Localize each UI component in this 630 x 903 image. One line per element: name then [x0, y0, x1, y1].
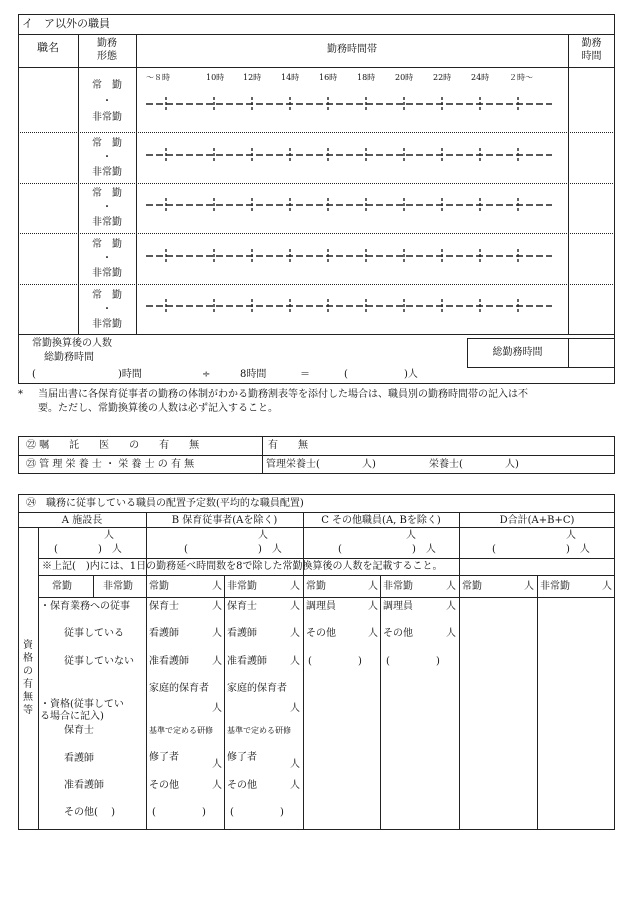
c-item: 調理員: [383, 601, 413, 612]
b-unit: 人: [212, 780, 222, 791]
a-item: ・資格(従事してい: [40, 699, 124, 710]
side-char: 等: [23, 705, 33, 716]
col-b-header: B 保育従事者(Aを除く): [171, 515, 278, 526]
b-item: 看護師: [149, 628, 179, 639]
c-paren-close: ): [358, 656, 362, 667]
side-char: 無: [23, 692, 33, 703]
work-type-parttime: 非常勤: [92, 268, 122, 279]
tick-label: ～８時: [146, 73, 170, 82]
a-item: ・保育業務への従事: [40, 601, 130, 612]
b-item: その他: [149, 780, 179, 791]
sub-nin: 人: [212, 581, 222, 592]
b-unit: 人: [290, 703, 300, 714]
a-item: 准看護師: [64, 780, 104, 791]
c-paren-open: (: [386, 656, 390, 667]
col-c-header: C その他職員(A, Bを除く): [321, 515, 441, 526]
col-b-paren: (: [184, 544, 188, 555]
work-type-sep: ・: [102, 96, 112, 107]
work-type-fulltime: 常 勤: [92, 138, 122, 149]
fte-result-input[interactable]: )人: [404, 369, 418, 380]
tick-label: 20時: [395, 73, 414, 82]
a-item: る場合に記入): [40, 711, 104, 722]
b-paren-open: (: [152, 807, 156, 818]
work-type-fulltime: 常 勤: [92, 188, 122, 199]
sub-nin: 人: [524, 581, 534, 592]
sub-joukin: 常勤: [52, 581, 72, 592]
c-item: その他: [306, 628, 336, 639]
fte-hours-input[interactable]: )時間: [118, 369, 142, 380]
col-a-unit: 人: [104, 530, 114, 541]
b-item: 保育士: [149, 601, 179, 612]
c-unit: 人: [446, 628, 456, 639]
b-unit: 人: [290, 601, 300, 612]
item-23-dietitian-unit[interactable]: 人): [362, 459, 376, 470]
a-item: 看護師: [64, 753, 94, 764]
b-item: その他: [227, 780, 257, 791]
col-header-type-1: 勤務: [97, 38, 117, 49]
work-type-fulltime: 常 勤: [92, 239, 122, 250]
item-23-label: ㉓ 管 理 栄 養 士 ・ 栄 養 士 の 有 無: [26, 459, 195, 470]
col-a-paren: (: [54, 544, 58, 555]
work-type-parttime: 非常勤: [92, 319, 122, 330]
col-c-fte[interactable]: ) 人: [412, 544, 436, 555]
b-item: 基準で定める研修: [227, 726, 291, 735]
col-header-band: 勤務時間帯: [327, 44, 377, 55]
item-23-nutritionist: 栄養士(: [429, 459, 463, 470]
tick-label: 24時: [471, 73, 490, 82]
b-item: 家庭的保育者: [227, 683, 287, 694]
c-unit: 人: [368, 628, 378, 639]
col-b-fte[interactable]: ) 人: [258, 544, 282, 555]
b-item: 准看護師: [227, 656, 267, 667]
col-d-header: D合計(A+B+C): [499, 515, 575, 526]
b-unit: 人: [212, 601, 222, 612]
c-item: 調理員: [306, 601, 336, 612]
item-22-value[interactable]: 有 無: [268, 440, 308, 451]
c-unit: 人: [446, 601, 456, 612]
col-c-unit: 人: [406, 530, 416, 541]
tick-label: 14時: [281, 73, 300, 82]
b-item: 基準で定める研修: [149, 726, 213, 735]
tick-label: 12時: [243, 73, 262, 82]
work-type-parttime: 非常勤: [92, 217, 122, 228]
col-d-unit: 人: [566, 530, 576, 541]
tick-label: 10時: [206, 73, 225, 82]
b-unit: 人: [212, 656, 222, 667]
sub-joukin: 常勤: [462, 581, 482, 592]
work-type-sep: ・: [102, 253, 112, 264]
work-type-fulltime: 常 勤: [92, 290, 122, 301]
sub-joukin: 常勤: [149, 581, 169, 592]
work-type-sep: ・: [102, 304, 112, 315]
sub-hijoukin: 非常勤: [103, 581, 133, 592]
col-d-paren: (: [492, 544, 496, 555]
b-item: 家庭的保育者: [149, 683, 209, 694]
a-item: 保育士: [64, 725, 94, 736]
c-item: その他: [383, 628, 413, 639]
tick-label: 16時: [319, 73, 338, 82]
item-24-note: ※上記( )内には、1日の勤務延べ時間数を8で除した常勤換算後の人数を記載すること。: [42, 561, 443, 572]
fte-equals: ＝: [300, 369, 310, 380]
sub-hijoukin: 非常勤: [540, 581, 570, 592]
total-hours-label: 総勤務時間: [492, 347, 543, 358]
tick-label: 18時: [357, 73, 376, 82]
total-hours-input[interactable]: [569, 339, 614, 367]
c-unit: 人: [368, 601, 378, 612]
b-item: 修了者: [227, 752, 257, 763]
sub-hijoukin: 非常勤: [227, 581, 257, 592]
note-line-1: 当届出書に各保育従事者の勤務の体制がわかる勤務割表等を添付した場合は、職員別の勤務時間帯の記入は不: [38, 389, 528, 400]
fte-result-open: (: [344, 369, 348, 380]
col-d-fte[interactable]: ) 人: [566, 544, 590, 555]
b-item: 准看護師: [149, 656, 189, 667]
fte-eight-hours: 8時間: [240, 369, 267, 380]
sub-joukin: 常勤: [306, 581, 326, 592]
col-a-header: A 施設長: [61, 515, 103, 526]
col-header-name: 職名: [37, 41, 59, 54]
fte-label-2: 総勤務時間: [44, 352, 94, 363]
col-header-hours-2: 時間: [581, 51, 602, 62]
a-item: その他( ): [64, 807, 115, 818]
b-paren-close: ): [202, 807, 206, 818]
a-item: 従事している: [64, 628, 124, 639]
fte-divide: ÷: [202, 369, 211, 380]
a-item: 従事していない: [64, 656, 134, 667]
col-header-type-2: 形態: [97, 51, 117, 62]
item-23-nutritionist-unit[interactable]: 人): [505, 459, 519, 470]
b-unit: 人: [290, 780, 300, 791]
work-type-parttime: 非常勤: [92, 167, 122, 178]
side-char: 資: [23, 640, 33, 651]
item-23-dietitian: 管理栄養士(: [266, 459, 320, 470]
item-24-title: ㉔ 職務に従事している職員の配置予定数(平均的な職員配置): [26, 498, 304, 509]
work-type-parttime: 非常勤: [92, 112, 122, 123]
b-paren-close: ): [280, 807, 284, 818]
tick-label: ２時～: [509, 73, 533, 82]
sub-hijoukin: 非常勤: [383, 581, 413, 592]
note-line-2: 要。ただし、常勤換算後の人数は必ず記入すること。: [38, 403, 278, 414]
note-star: *: [18, 389, 23, 400]
section-i-title: イ ア以外の職員: [22, 17, 110, 30]
b-unit: 人: [290, 628, 300, 639]
sub-nin: 人: [602, 581, 612, 592]
sub-nin: 人: [368, 581, 378, 592]
col-a-fte[interactable]: ) 人: [98, 544, 122, 555]
tick-label: 22時: [433, 73, 452, 82]
b-item: 看護師: [227, 628, 257, 639]
side-char: 格: [23, 653, 33, 664]
work-type-sep: ・: [102, 202, 112, 213]
side-char: 有: [23, 679, 33, 690]
fte-label-1: 常勤換算後の人数: [32, 338, 112, 349]
side-char: の: [23, 666, 33, 677]
b-paren-open: (: [230, 807, 234, 818]
col-b-unit: 人: [258, 530, 268, 541]
item-22-label: ㉒ 嘱 託 医 の 有 無: [26, 440, 200, 451]
c-paren-close: ): [436, 656, 440, 667]
col-c-paren: (: [338, 544, 342, 555]
b-item: 保育士: [227, 601, 257, 612]
fte-open-paren: (: [32, 369, 36, 380]
c-paren-open: (: [308, 656, 312, 667]
b-unit: 人: [212, 759, 222, 770]
b-unit: 人: [212, 703, 222, 714]
work-type-fulltime: 常 勤: [92, 80, 122, 91]
b-unit: 人: [290, 759, 300, 770]
b-unit: 人: [290, 656, 300, 667]
sub-nin: 人: [290, 581, 300, 592]
sub-nin: 人: [446, 581, 456, 592]
col-header-hours-1: 勤務: [581, 38, 602, 49]
b-unit: 人: [212, 628, 222, 639]
b-item: 修了者: [149, 752, 179, 763]
work-type-sep: ・: [102, 152, 112, 163]
